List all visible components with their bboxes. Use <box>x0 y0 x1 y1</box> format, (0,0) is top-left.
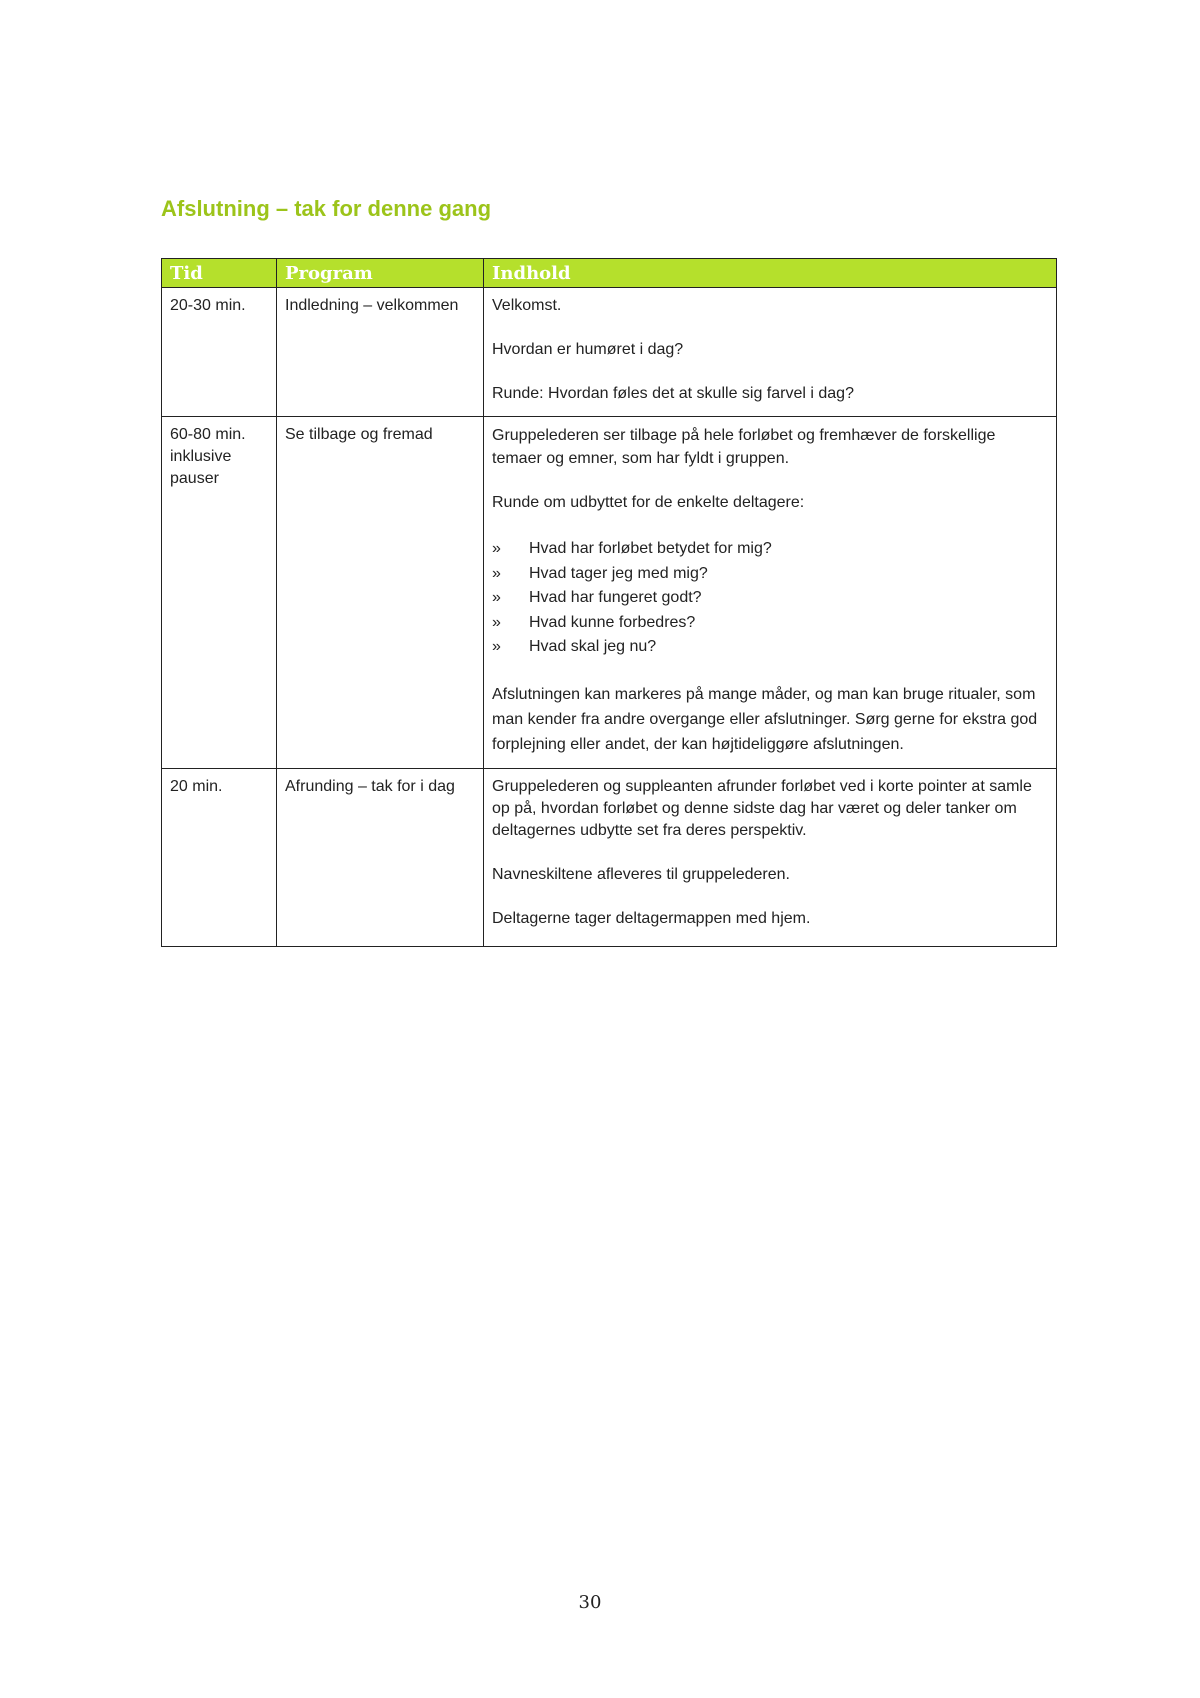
cell-indhold <box>484 417 1057 769</box>
program-text: Afrunding – tak for i dag <box>285 777 455 795</box>
cell-indhold <box>484 288 1057 417</box>
bullet-list <box>492 537 1048 660</box>
bullet-marker: » <box>492 613 501 631</box>
table-row <box>162 288 1057 417</box>
list-item-text: Hvad har fungeret godt? <box>529 589 702 606</box>
cell-tid <box>162 288 277 417</box>
cell-indhold <box>484 768 1057 946</box>
cell-tid <box>162 768 277 946</box>
tid-text: 60-80 min. inklusive pauser <box>170 426 246 487</box>
bullet-marker: » <box>492 564 501 582</box>
table-row <box>162 768 1057 946</box>
content-paragraph: Navneskiltene afleveres til gruppelederen. <box>492 865 790 883</box>
content-paragraph: Gruppelederen og suppleanten afrunder forløbet ved i korte pointer at samle op på, hvordan forløbet og denne sidste dag har været og deler tanker om deltagernes udbytte set fra deres perspektiv. <box>492 777 1032 839</box>
list-item-text: Hvad tager jeg med mig? <box>529 564 708 582</box>
header-program: Program <box>277 259 484 288</box>
content-paragraph: Velkomst. <box>492 297 562 314</box>
list-item-text: Hvad har forløbet betydet for mig? <box>529 540 772 557</box>
content-paragraph: Afslutningen kan markeres på mange måder, og man kan bruge ritualer, som man kender fra andre overgange eller afslutninger. Sørg gerne for ekstra god forplejning eller andet, der kan højtideliggøre afslutningen. <box>492 685 1038 753</box>
tid-text: 20-30 min. <box>170 297 246 314</box>
tid-text: 20 min. <box>170 777 223 795</box>
cell-program <box>277 768 484 946</box>
list-item <box>492 537 1048 562</box>
list-item-text: Hvad skal jeg nu? <box>529 638 657 655</box>
content-paragraph: Hvordan er humøret i dag? <box>492 341 684 358</box>
cell-program <box>277 417 484 769</box>
table-header-row <box>162 259 1057 288</box>
header-indhold: Indhold <box>484 259 1057 288</box>
page-number: 30 <box>578 1592 602 1613</box>
header-tid: Tid <box>162 259 277 288</box>
list-item <box>492 562 1048 587</box>
program-table <box>161 258 1057 947</box>
list-item <box>492 635 1048 660</box>
content-paragraph: Runde om udbyttet for de enkelte deltagere: <box>492 494 805 511</box>
content-paragraph: Deltagerne tager deltagermappen med hjem. <box>492 909 811 927</box>
bullet-marker: » <box>492 638 501 655</box>
list-item-text: Hvad kunne forbedres? <box>529 613 696 631</box>
content-paragraph: Gruppelederen ser tilbage på hele forløbet og fremhæver de forskellige temaer og emner, som har fyldt i gruppen. <box>492 427 996 467</box>
list-item <box>492 611 1048 636</box>
bullet-marker: » <box>492 540 501 557</box>
cell-tid <box>162 417 277 769</box>
program-text: Indledning – velkommen <box>285 297 459 314</box>
page-title: Afslutning – tak for denne gang <box>161 196 492 221</box>
content-paragraph: Runde: Hvordan føles det at skulle sig farvel i dag? <box>492 385 854 402</box>
table-row <box>162 417 1057 769</box>
program-text: Se tilbage og fremad <box>285 426 433 443</box>
bullet-marker: » <box>492 589 501 606</box>
cell-program <box>277 288 484 417</box>
list-item <box>492 586 1048 611</box>
